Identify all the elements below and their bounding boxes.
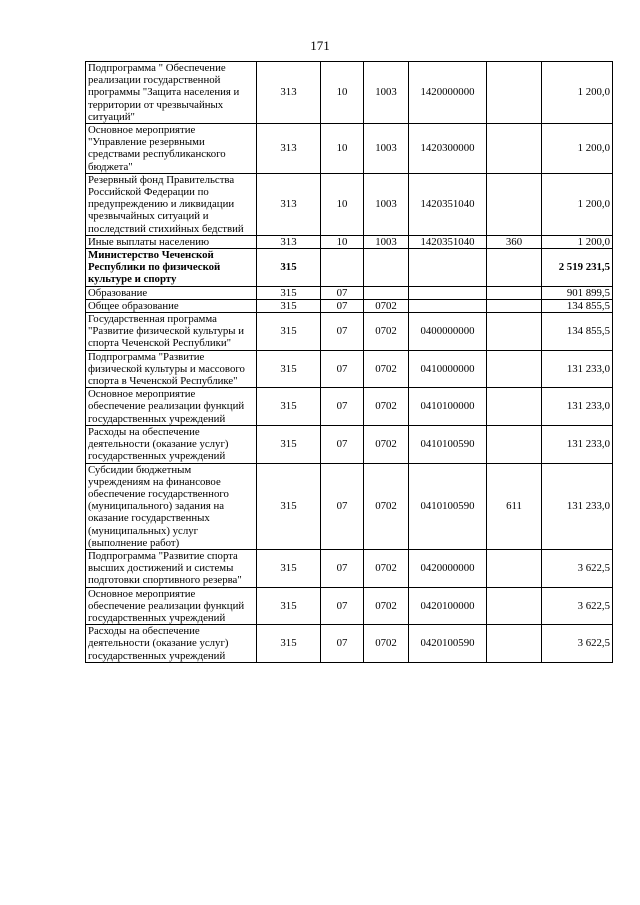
- section-code: 07: [321, 350, 364, 388]
- subsection-code: 0702: [364, 299, 409, 312]
- amount: 1 200,0: [542, 235, 613, 248]
- section-code: 07: [321, 587, 364, 625]
- expense-type-code: [487, 425, 542, 463]
- table-row: [86, 388, 613, 426]
- section-code: 07: [321, 463, 364, 549]
- expense-type-code: 611: [487, 463, 542, 549]
- ministry-code: 313: [257, 173, 321, 235]
- target-article-code: 0410100000: [409, 388, 487, 426]
- amount: 2 519 231,5: [542, 249, 613, 287]
- expense-type-code: [487, 62, 542, 124]
- subsection-code: [364, 286, 409, 299]
- ministry-code: 315: [257, 549, 321, 587]
- section-code: 07: [321, 625, 364, 663]
- table-row: [86, 62, 613, 124]
- table-row: [86, 587, 613, 625]
- target-article-code: [409, 249, 487, 287]
- table-row: [86, 124, 613, 174]
- subsection-code: 0702: [364, 388, 409, 426]
- section-code: 07: [321, 286, 364, 299]
- table-row: [86, 313, 613, 351]
- subsection-code: 1003: [364, 124, 409, 174]
- row-name: Подпрограмма "Развитие спорта высших достижений и системы подготовки спортивного резерва": [86, 549, 257, 587]
- row-name: Образование: [86, 286, 257, 299]
- section-code: 10: [321, 62, 364, 124]
- amount: 131 233,0: [542, 350, 613, 388]
- row-name: Субсидии бюджетным учреждениям на финансовое обеспечение государственного (муниципального) задания на оказание государственных (муниципальных) услуг (выполнение работ): [86, 463, 257, 549]
- row-name: Подпрограмма " Обеспечение реализации государственной программы "Защита населения и территории от чрезвычайных ситуаций": [86, 62, 257, 124]
- target-article-code: 1420351040: [409, 235, 487, 248]
- target-article-code: [409, 299, 487, 312]
- ministry-code: 313: [257, 62, 321, 124]
- row-name: Основное мероприятие "Управление резервными средствами республиканского бюджета": [86, 124, 257, 174]
- target-article-code: 0410100590: [409, 463, 487, 549]
- subsection-code: [364, 249, 409, 287]
- row-name: Расходы на обеспечение деятельности (оказание услуг) государственных учреждений: [86, 625, 257, 663]
- target-article-code: 0420000000: [409, 549, 487, 587]
- table-row: [86, 425, 613, 463]
- subsection-code: 0702: [364, 625, 409, 663]
- ministry-code: 315: [257, 350, 321, 388]
- ministry-code: 315: [257, 587, 321, 625]
- section-code: [321, 249, 364, 287]
- section-code: 10: [321, 235, 364, 248]
- row-name: Подпрограмма "Развитие физической культуры и массового спорта в Чеченской Республике": [86, 350, 257, 388]
- expense-type-code: 360: [487, 235, 542, 248]
- target-article-code: 0420100000: [409, 587, 487, 625]
- section-code: 10: [321, 173, 364, 235]
- subsection-code: 0702: [364, 313, 409, 351]
- expense-type-code: [487, 625, 542, 663]
- table-row: [86, 173, 613, 235]
- amount: 3 622,5: [542, 625, 613, 663]
- expense-type-code: [487, 286, 542, 299]
- target-article-code: [409, 286, 487, 299]
- expense-type-code: [487, 124, 542, 174]
- row-name: Расходы на обеспечение деятельности (оказание услуг) государственных учреждений: [86, 425, 257, 463]
- table-row: [86, 235, 613, 248]
- amount: 1 200,0: [542, 62, 613, 124]
- subsection-code: 1003: [364, 62, 409, 124]
- target-article-code: 1420351040: [409, 173, 487, 235]
- ministry-code: 315: [257, 388, 321, 426]
- subsection-code: 0702: [364, 350, 409, 388]
- amount: 131 233,0: [542, 388, 613, 426]
- table-row: [86, 350, 613, 388]
- row-name: Государственная программа "Развитие физической культуры и спорта Чеченской Республики": [86, 313, 257, 351]
- table-row: [86, 249, 613, 287]
- amount: 131 233,0: [542, 463, 613, 549]
- section-code: 07: [321, 313, 364, 351]
- section-code: 10: [321, 124, 364, 174]
- table-row: [86, 299, 613, 312]
- amount: 901 899,5: [542, 286, 613, 299]
- section-code: 07: [321, 299, 364, 312]
- section-code: 07: [321, 425, 364, 463]
- page-number: 171: [310, 38, 330, 53]
- amount: 1 200,0: [542, 173, 613, 235]
- subsection-code: 0702: [364, 549, 409, 587]
- section-code: 07: [321, 549, 364, 587]
- subsection-code: 0702: [364, 587, 409, 625]
- table-row: [86, 463, 613, 549]
- amount: 1 200,0: [542, 124, 613, 174]
- section-code: 07: [321, 388, 364, 426]
- row-name: Основное мероприятие обеспечение реализации функций государственных учреждений: [86, 388, 257, 426]
- subsection-code: 1003: [364, 235, 409, 248]
- target-article-code: 0420100590: [409, 625, 487, 663]
- target-article-code: 0410000000: [409, 350, 487, 388]
- expense-type-code: [487, 313, 542, 351]
- ministry-code: 315: [257, 286, 321, 299]
- expense-type-code: [487, 549, 542, 587]
- row-name: Резервный фонд Правительства Российской Федерации по предупреждению и ликвидации чрезвычайных ситуаций и последствий стихийных бедствий: [86, 173, 257, 235]
- amount: 131 233,0: [542, 425, 613, 463]
- table-row: [86, 286, 613, 299]
- ministry-code: 315: [257, 463, 321, 549]
- expense-type-code: [487, 388, 542, 426]
- target-article-code: 0400000000: [409, 313, 487, 351]
- row-name: Иные выплаты населению: [86, 235, 257, 248]
- target-article-code: 0410100590: [409, 425, 487, 463]
- target-article-code: 1420000000: [409, 62, 487, 124]
- ministry-code: 315: [257, 299, 321, 312]
- expense-type-code: [487, 350, 542, 388]
- budget-table: [85, 61, 613, 663]
- ministry-code: 313: [257, 235, 321, 248]
- ministry-code: 315: [257, 625, 321, 663]
- amount: 3 622,5: [542, 587, 613, 625]
- row-name: Министерство Чеченской Республики по физической культуре и спорту: [86, 249, 257, 287]
- subsection-code: 0702: [364, 425, 409, 463]
- ministry-code: 313: [257, 124, 321, 174]
- ministry-code: 315: [257, 425, 321, 463]
- expense-type-code: [487, 173, 542, 235]
- row-name: Основное мероприятие обеспечение реализации функций государственных учреждений: [86, 587, 257, 625]
- expense-type-code: [487, 587, 542, 625]
- expense-type-code: [487, 249, 542, 287]
- amount: 134 855,5: [542, 313, 613, 351]
- amount: 3 622,5: [542, 549, 613, 587]
- ministry-code: 315: [257, 313, 321, 351]
- amount: 134 855,5: [542, 299, 613, 312]
- subsection-code: 1003: [364, 173, 409, 235]
- ministry-code: 315: [257, 249, 321, 287]
- row-name: Общее образование: [86, 299, 257, 312]
- table-row: [86, 625, 613, 663]
- subsection-code: 0702: [364, 463, 409, 549]
- expense-type-code: [487, 299, 542, 312]
- target-article-code: 1420300000: [409, 124, 487, 174]
- table-row: [86, 549, 613, 587]
